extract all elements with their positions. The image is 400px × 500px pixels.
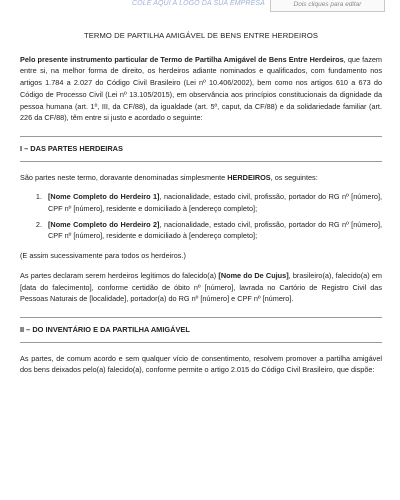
- heir-name: [Nome Completo do Herdeiro 2]: [48, 219, 160, 229]
- intro-bold-lead: Pelo presente instrumento particular de Termo de Partilha Amigável de Bens Entre Herdeiros: [20, 54, 344, 64]
- intro-text: , que fazem entre si, na melhor forma de direito, os herdeiros adiante nominados e qualificados, com fundamento nos artigos 1.784 a 2.027 do Código Civil Brasileiro (Lei nº 10.406/2002), bem como nos artigos 610 a 673 do Código de Processo Civil (Lei nº 13.105/2015), em observância aos princípios constitucionais da dignidade da pessoa humana (art. 1º, III, da CF/88), da igualdade (art. 5º, caput, da CF/88) e da solidariedade familiar (art. 226 da CF/88), têm entre si justo e acordado o seguinte:: [20, 54, 382, 123]
- deceased-text: As partes declaram serem herdeiros legítimos do falecido(a): [20, 270, 219, 280]
- list-item: [44, 219, 382, 242]
- heir-details: , nacionalidade, estado civil, profissão, portador do RG nº [número], CPF nº [número], residente e domiciliado à [endereço completo];: [48, 219, 382, 241]
- logo-placeholder[interactable]: COLE AQUI A LOGO DA SUA EMPRESA: [132, 0, 265, 7]
- inventory-paragraph: As partes, de comum acordo e sem qualquer vício de consentimento, resolvem promover a partilha amigável dos bens deixados pelo(a) falecido(a), conforme permite o artigo 2.015 do Código Civil Brasileiro, que dispõe:: [20, 353, 382, 375]
- heirs-list: [20, 191, 382, 242]
- heirs-note: (E assim sucessivamente para todos os herdeiros.): [20, 251, 186, 261]
- section-heading-inventory: II – DO INVENTÁRIO E DA PARTILHA AMIGÁVEL: [20, 324, 190, 334]
- section-divider: [20, 161, 382, 162]
- section-divider: [20, 136, 382, 137]
- document-body: [20, 30, 382, 376]
- top-bar: [0, 0, 400, 14]
- deceased-paragraph: [20, 270, 382, 305]
- parties-lead-text-end: , os seguintes:: [270, 172, 318, 182]
- heir-name: [Nome Completo do Herdeiro 1]: [48, 192, 160, 202]
- edit-button[interactable]: Dois cliques para editar: [270, 0, 385, 12]
- section-divider: [20, 317, 382, 318]
- deceased-text-end: , brasileiro(a), falecido(a) em [data do falecimento], conforme certidão de óbito nº [número], lavrada no Cartório de Registro Civil das Pessoas Naturais de [localidade], portador(a) do RG nº [número] e CPF nº [número].: [20, 270, 382, 304]
- parties-lead-paragraph: [20, 172, 382, 184]
- parties-lead-bold: HERDEIROS: [227, 172, 271, 182]
- intro-paragraph: [20, 54, 382, 124]
- section-heading-parties: I – DAS PARTES HERDEIRAS: [20, 143, 123, 153]
- document-title: TERMO DE PARTILHA AMIGÁVEL DE BENS ENTRE HERDEIROS: [84, 31, 318, 40]
- parties-lead-text: São partes neste termo, doravante denominadas simplesmente: [20, 172, 228, 182]
- list-item: [44, 191, 382, 214]
- heir-details: , nacionalidade, estado civil, profissão, portador do RG nº [número], CPF nº [número], residente e domiciliado à [endereço completo];: [48, 192, 382, 214]
- section-divider: [20, 342, 382, 343]
- deceased-name: [Nome do De Cujus]: [218, 270, 289, 280]
